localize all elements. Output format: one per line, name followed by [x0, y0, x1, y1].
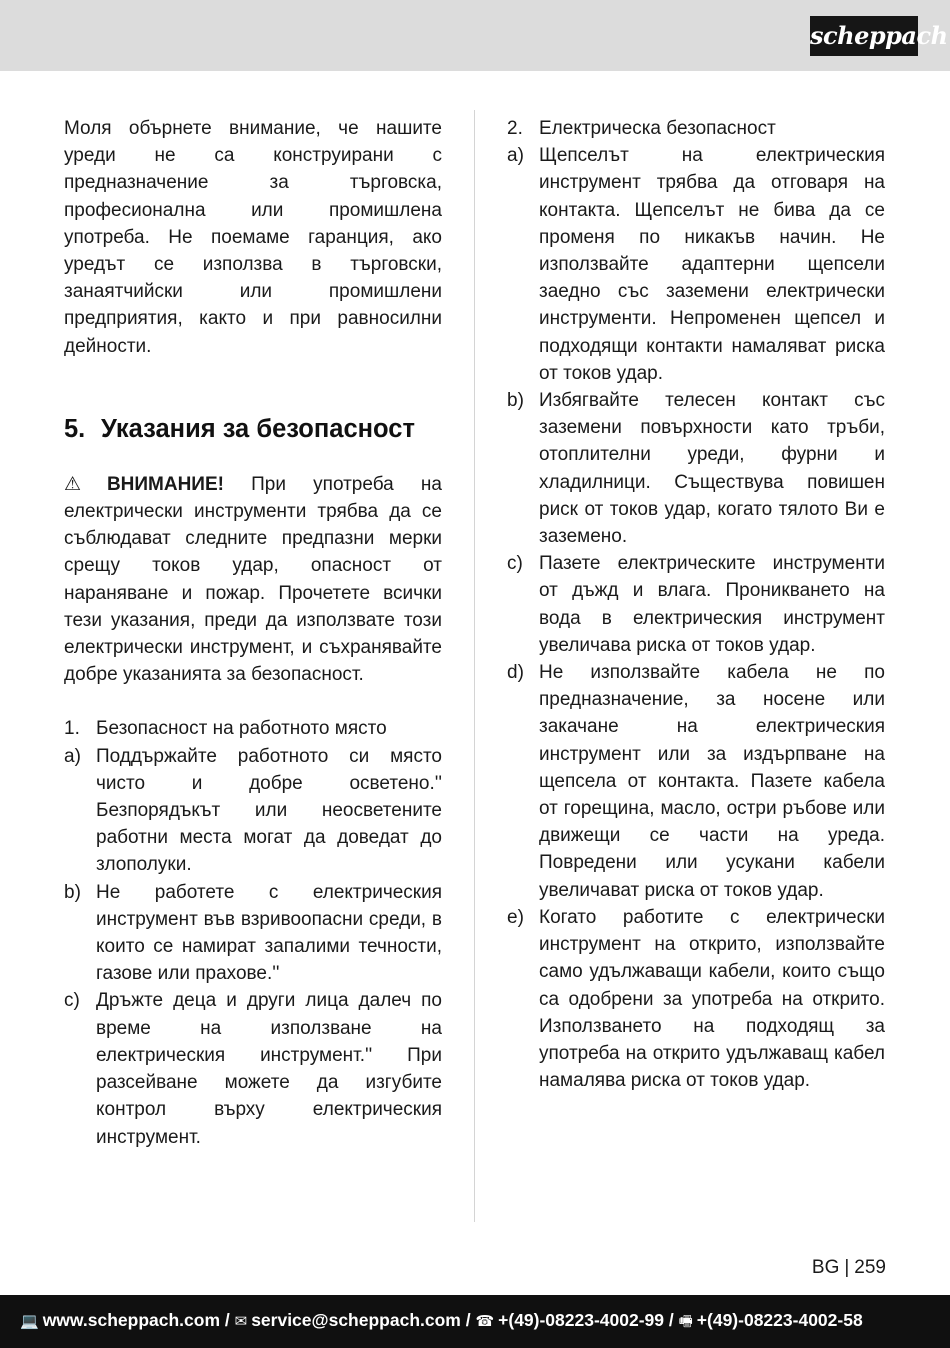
warning-icon: ⚠	[64, 473, 103, 495]
list-item	[64, 743, 442, 879]
list-marker: d)	[507, 662, 524, 684]
list-item	[64, 987, 442, 1150]
list-item	[507, 659, 885, 904]
warning-paragraph	[64, 471, 442, 689]
list-text: Щепселът на електрическия инструмент трябва да отговаря на контакта. Щепселът не бива да се променя по никакъв начин. Не използвайте адаптерни щепсели заедно със заземени електрически инструменти. Непроменен щепсел и подходящи контакти намаляват риска от токов удар.	[539, 145, 885, 384]
subsection-number: 2.	[507, 118, 523, 139]
column-divider	[474, 110, 475, 1222]
computer-icon: 💻	[20, 1313, 39, 1330]
list-text: Пазете електрическите инструменти от дъжд и влага. Проникването на вода в електрическия инструмент увеличава риска от токов удар.	[539, 553, 885, 656]
list-item	[507, 387, 885, 550]
footer-bar	[0, 1295, 950, 1348]
list-marker: a)	[64, 745, 81, 767]
list-text: Не работете с електрическия инструмент във взривоопасни среди, в които се намират запалими течности, газове или прахове.''	[96, 881, 442, 985]
footer-separator: /	[664, 1310, 679, 1330]
list-text: Поддържайте работното си място чисто и добре осветено.'' Безпорядъкът или неосветените работни места могат да доведат до злополуки.	[96, 745, 442, 876]
email-link[interactable]: service@scheppach.com	[251, 1310, 461, 1330]
fax-number: +(49)-08223-4002-58	[696, 1310, 863, 1330]
warning-text: При употреба на електрически инструменти трябва да се съблюдават следните предпазни мерки срещу токов удар, опасност от нараняване и пожар. Прочетете всички тези указания, преди да използвате този електрически инструмент, и съхранявайте добре указанията за безопасност.	[64, 473, 442, 686]
list-item	[507, 142, 885, 387]
intro-paragraph: Моля обърнете внимание, че нашите уреди не са конструирани с предназначение за търговска, професионална или промишлена употреба. Не поемаме гаранция, ако уредът се използва в търговски, занаятчийски или промишлени предприятия, както и при равносилни дейности.	[64, 118, 442, 357]
subsection-title: Безопасност на работното място	[96, 718, 387, 740]
list-text: Дръжте деца и други лица далеч по време на използване на електрическия инструмент.'' При разсейване можете да изгубите контрол върху електрическия инструмент.	[96, 990, 442, 1148]
list-marker: b)	[507, 390, 524, 412]
section-heading-number: 5.	[64, 414, 86, 443]
section-heading-text: Указания за безопасност	[101, 414, 415, 443]
page-number-value: 259	[854, 1257, 886, 1278]
right-column	[507, 115, 885, 1094]
header-bar	[0, 0, 950, 71]
footer-separator: /	[460, 1310, 476, 1330]
left-column	[64, 115, 442, 1151]
list-text: Не използвайте кабела не по предназначение, за носене или закачане на електрическия инструмент или за издърпване на щепсела от контакта. Пазете кабела от горещина, масло, остри ръбове или движещи се части на уреда. Повредени или усукани кабели увеличават риска от токов удар.	[539, 662, 885, 901]
warning-label: ВНИМАНИЕ!	[106, 473, 224, 495]
subsection-number: 1.	[64, 718, 80, 740]
brand-logo: scheppach	[810, 16, 918, 56]
list-item	[507, 550, 885, 659]
subsection-title-2	[507, 115, 885, 142]
mail-icon: ✉	[234, 1313, 248, 1330]
list-marker: c)	[64, 990, 80, 1012]
list-marker: c)	[507, 553, 523, 575]
list-item	[64, 879, 442, 988]
fax-icon: 🖷	[678, 1313, 693, 1330]
section-heading	[64, 414, 442, 444]
subsection-title-1	[64, 715, 442, 742]
subsection-title: Електрическа безопасност	[539, 118, 776, 139]
list-marker: a)	[507, 145, 524, 167]
list-marker: b)	[64, 881, 81, 903]
list-item	[507, 904, 885, 1094]
list-marker: e)	[507, 906, 524, 928]
list-text: Избягвайте телесен контакт със заземени повърхности като тръби, отоплителни уреди, фурни и хладилници. Съществува повишен риск от токов удар, когато тялото Ви е заземено.	[539, 390, 885, 548]
page-separator: |	[844, 1257, 850, 1278]
phone-number: +(49)-08223-4002-99	[498, 1310, 665, 1330]
phone-icon: ☎	[475, 1313, 495, 1330]
page-number	[812, 1256, 886, 1280]
language-code: BG	[811, 1257, 840, 1278]
list-text: Когато работите с електрически инструмент на открито, използвайте само удължаващи кабели, които също са одобрени за употреба на открито. Използването на подходящ за употреба на открито удължаващ кабел намалява риска от токов удар.	[539, 906, 885, 1092]
website-link[interactable]: www.scheppach.com	[42, 1310, 221, 1330]
footer-separator: /	[220, 1310, 235, 1330]
